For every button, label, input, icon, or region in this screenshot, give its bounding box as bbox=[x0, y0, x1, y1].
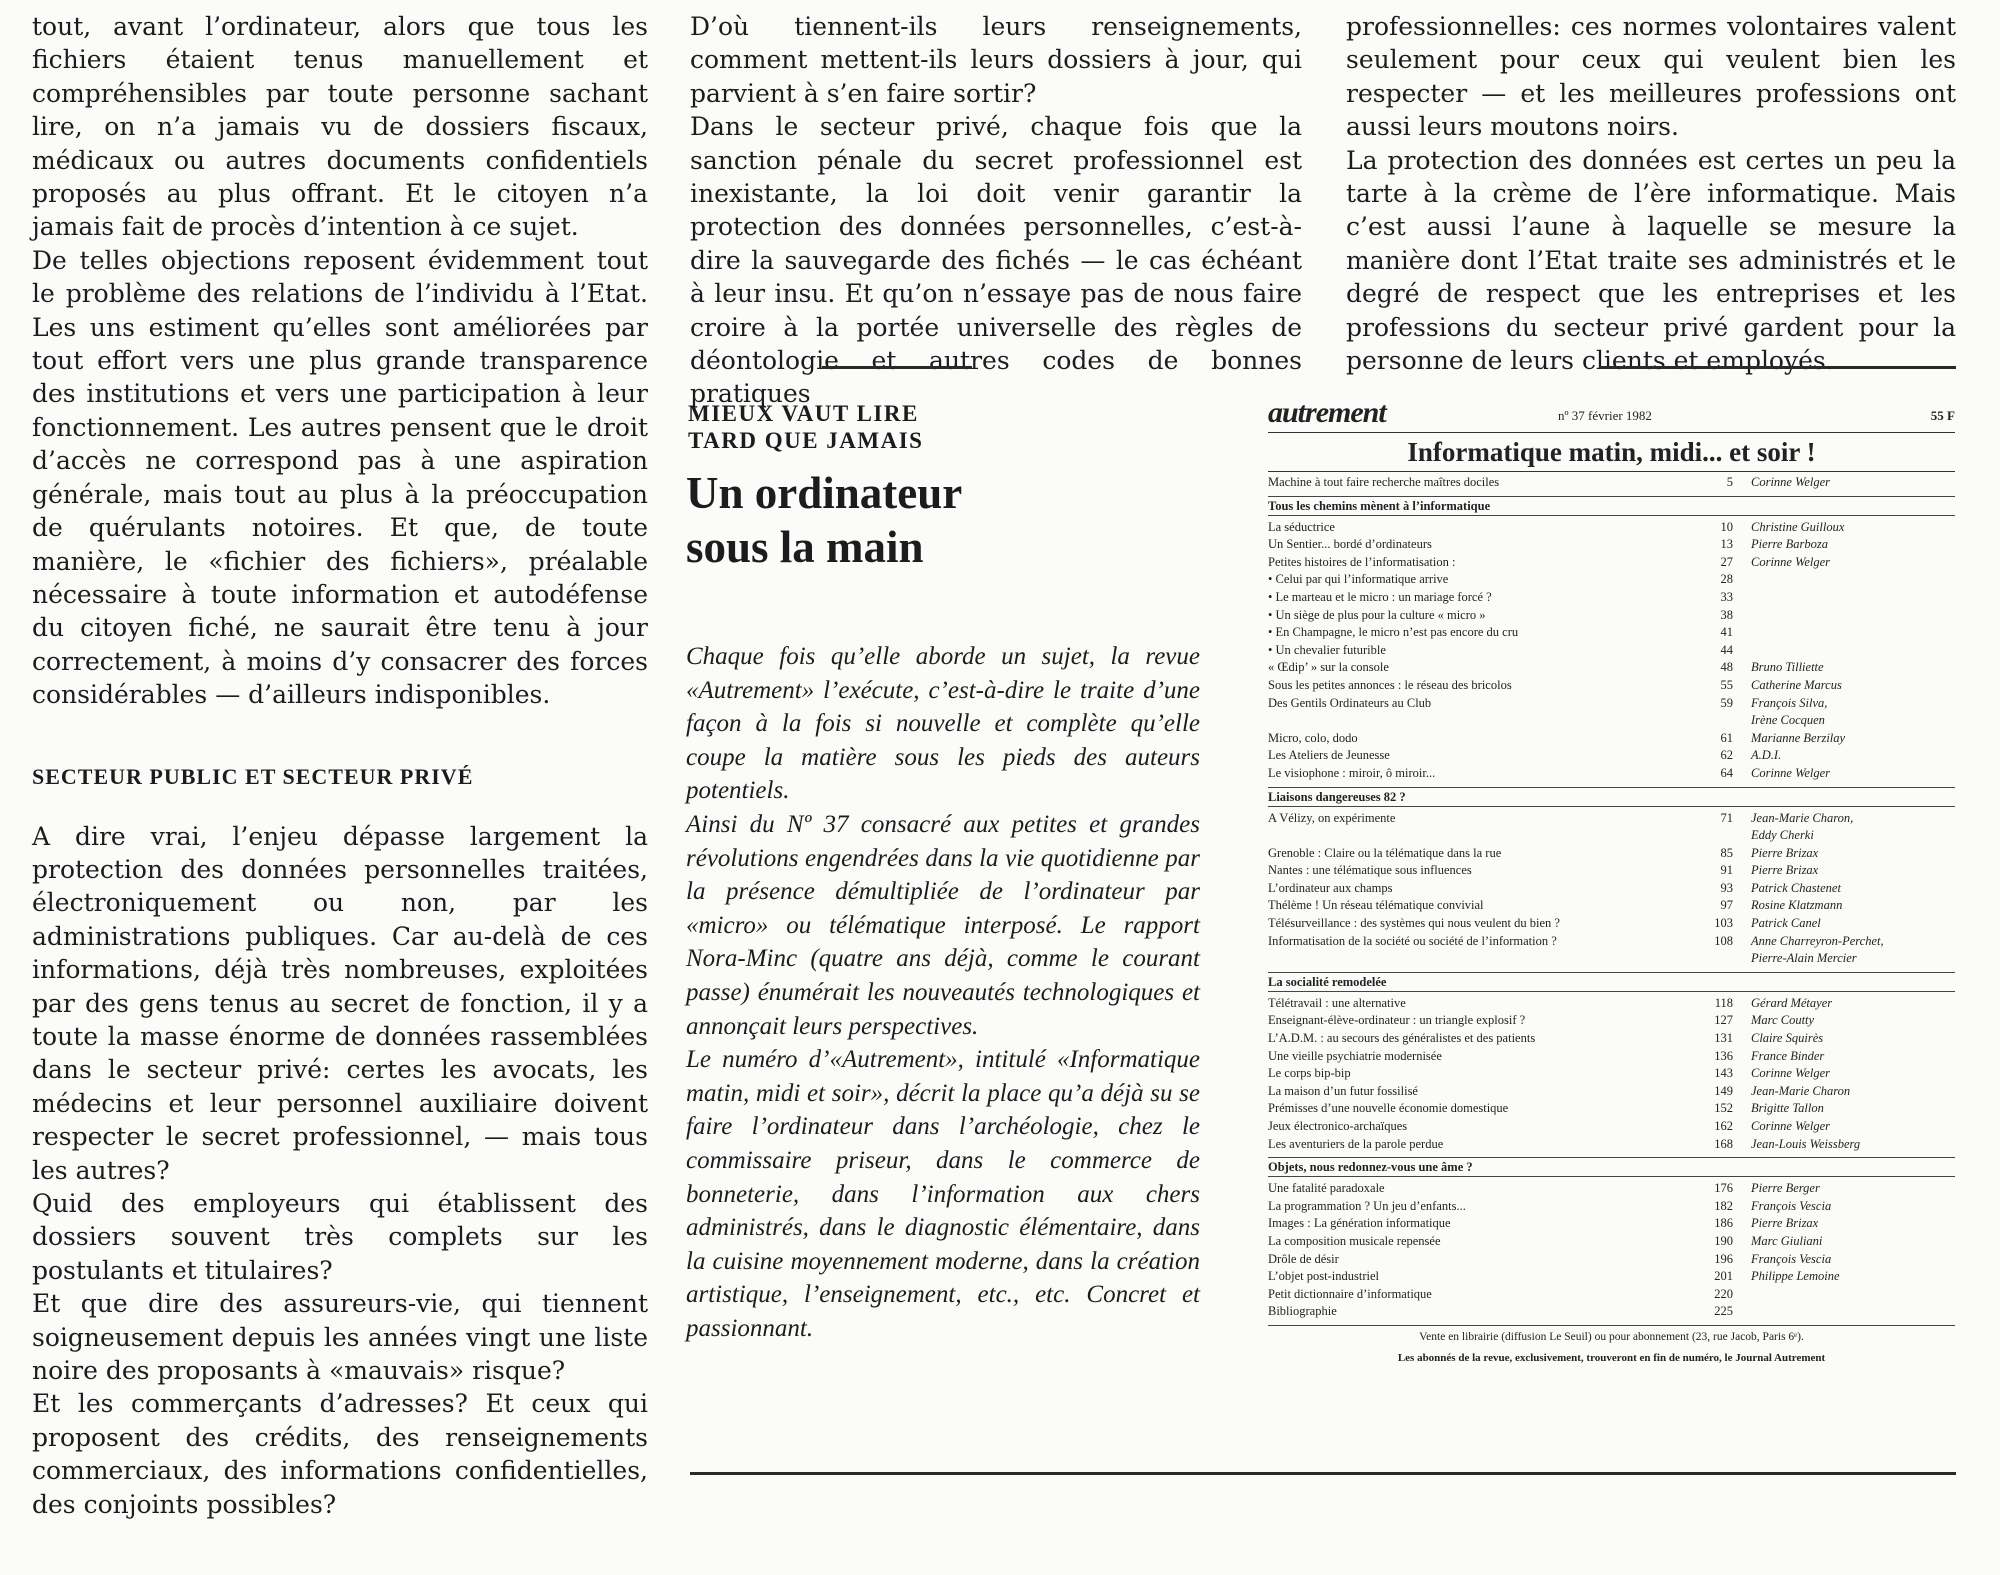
toc-entry-title: Micro, colo, dodo bbox=[1268, 730, 1358, 745]
toc-row bbox=[1268, 827, 1955, 845]
toc-entry-page: 136 bbox=[1714, 1048, 1733, 1063]
middle-paragraph-2: Dans le secteur privé, chaque fois que la sanction pénale du secret professionnel est inexistante, la loi doit venir garantir la protection des données personnelles, c’est-à-dire la sauvegarde des fichés — le cas échéant à leur insu. Et qu’on n’essaye pas de nous faire croire à la portée universelle des règles de déontologie et autres codes de bonnes pratiques bbox=[690, 112, 1302, 409]
toc-entry-author: Pierre Berger bbox=[1751, 1181, 1820, 1196]
toc-entry-title: A Vélizy, on expérimente bbox=[1268, 810, 1396, 825]
toc-entry-title: Petit dictionnaire d’informatique bbox=[1268, 1286, 1432, 1301]
toc-entry-page: 186 bbox=[1714, 1216, 1733, 1231]
toc-section-heading: Tous les chemins mènent à l’informatique bbox=[1268, 496, 1955, 516]
toc-row bbox=[1268, 607, 1955, 625]
toc-entry-title bbox=[1268, 950, 1703, 968]
toc-row bbox=[1268, 1286, 1955, 1304]
toc-entry-title: Les Ateliers de Jeunesse bbox=[1268, 748, 1390, 763]
toc-row bbox=[1268, 554, 1955, 572]
toc-entry-author bbox=[1751, 624, 1955, 642]
toc-entry-page: 182 bbox=[1714, 1198, 1733, 1213]
toc-entry-page bbox=[1703, 712, 1751, 730]
toc-row bbox=[1268, 747, 1955, 765]
toc-entry-page: 13 bbox=[1720, 537, 1733, 552]
section-paragraph-1: A dire vrai, l’enjeu dépasse largement la protection des données personnelles traitées, électroniquement ou non, par les administrations publiques. Car au-delà de ces informations, déjà très nombreuses, exploitées par des gens tenus au secret de fonction, il y a toute la masse énorme de données rassemblées dans le secteur privé: certes les avocats, les médecins et leur personnel auxiliaire doivent respecter le secret professionnel, — mais tous les autres? bbox=[32, 821, 648, 1185]
toc-row bbox=[1268, 845, 1955, 863]
toc-entry-author bbox=[1751, 1303, 1955, 1321]
toc-section-heading: Objets, nous redonnez-vous une âme ? bbox=[1268, 1157, 1955, 1177]
toc-entry-page: 71 bbox=[1720, 810, 1733, 825]
toc-row bbox=[1268, 624, 1955, 642]
toc-row bbox=[1268, 659, 1955, 677]
toc-row bbox=[1268, 1065, 1955, 1083]
toc-entry-title: Les aventuriers de la parole perdue bbox=[1268, 1136, 1444, 1151]
autrement-logo: autrement bbox=[1268, 396, 1386, 429]
toc-entry-author bbox=[1751, 1286, 1955, 1304]
toc-entry-title: « Œdip’ » sur la console bbox=[1268, 660, 1389, 675]
toc-entry-title: Drôle de désir bbox=[1268, 1251, 1339, 1266]
toc-entry-author: Anne Charreyron-Perchet, bbox=[1751, 933, 1884, 948]
left-paragraph-2: De telles objections reposent évidemment tout le problème des relations de l’individu à l’Etat. Les uns estiment qu’elles sont améliorées par tout effort vers une plus grande transparence des institutions et vers une participation à leur fonctionnement. Les autres pensent que le droit d’accès ne correspond pas à une aspiration générale, mais tout au plus à la préoccupation de quérulants notoires. Et que, de toute manière, le «fichier des fichiers», préalable nécessaire à toute information et autodéfense du citoyen fiché, ne saurait être tenu à jour correctement, à moins d’y consacrer des forces considérables — d’ailleurs indisponibles. bbox=[32, 245, 648, 710]
toc-entry-page bbox=[1703, 950, 1751, 968]
toc-entry-page: 220 bbox=[1714, 1286, 1733, 1301]
toc-entry-page: 62 bbox=[1720, 748, 1733, 763]
toc-entry-page bbox=[1703, 827, 1751, 845]
toc-entry-author: Corinne Welger bbox=[1751, 475, 1831, 489]
toc-entry-author: Pierre-Alain Mercier bbox=[1751, 951, 1857, 966]
toc-row bbox=[1268, 1048, 1955, 1066]
toc-entry-page: 91 bbox=[1720, 863, 1733, 878]
toc-entry-page: 55 bbox=[1720, 677, 1733, 692]
toc-entry-title: Des Gentils Ordinateurs au Club bbox=[1268, 695, 1432, 710]
toc-entry-author: Pierre Barboza bbox=[1751, 537, 1828, 552]
kicker-line-2: TARD QUE JAMAIS bbox=[688, 428, 924, 453]
toc-row bbox=[1268, 1198, 1955, 1216]
toc-entry-title bbox=[1268, 712, 1703, 730]
divider-rule-right bbox=[1600, 366, 1956, 369]
toc-entry-page: 152 bbox=[1714, 1101, 1733, 1116]
toc-entry-title: Prémisses d’une nouvelle économie domestique bbox=[1268, 1101, 1509, 1116]
toc-entry-title: La composition musicale repensée bbox=[1268, 1233, 1441, 1248]
toc-entry-author: Corinne Welger bbox=[1751, 554, 1831, 569]
toc-row bbox=[1268, 950, 1955, 968]
toc-entry-author: Pierre Brizax bbox=[1751, 845, 1819, 860]
toc-entry-page: 168 bbox=[1714, 1136, 1733, 1151]
toc-entry-author: Marc Coutty bbox=[1751, 1013, 1815, 1028]
toc-entry-page: 10 bbox=[1720, 519, 1733, 534]
left-paragraph-1: tout, avant l’ordinateur, alors que tous les fichiers étaient tenus manuellement et compréhensibles par toute personne sachant lire, on n’a jamais vu de dossiers fiscaux, médicaux ou autres documents confidentiels proposés au plus offrant. Et le citoyen n’a jamais fait de procès d’intention à ce sujet. bbox=[32, 12, 648, 242]
left-column bbox=[32, 10, 648, 1521]
toc-entry-author: Brigitte Tallon bbox=[1751, 1101, 1824, 1116]
toc-entry-title: • Celui par qui l’informatique arrive bbox=[1268, 572, 1449, 587]
toc-entry-title: Grenoble : Claire ou la télématique dans la rue bbox=[1268, 845, 1502, 860]
toc-title: Informatique matin, midi... et soir ! bbox=[1407, 437, 1816, 467]
article-kicker bbox=[688, 400, 1088, 454]
toc-row bbox=[1268, 880, 1955, 898]
issue-number: nº 37 février 1982 bbox=[1558, 408, 1652, 423]
right-paragraph-2: La protection des données est certes un peu la tarte à la crème de l’ère informatique. Mais c’est aussi l’aune à laquelle se mesure la manière dont l’Etat traite ses administrés et le degré de respect que les entreprises et les professions du secteur privé gardent pour la personne de leurs clients et employés. bbox=[1346, 145, 1956, 376]
right-column bbox=[1346, 10, 1956, 377]
toc-entry-title: Le visiophone : miroir, ô miroir... bbox=[1268, 765, 1436, 780]
toc-row bbox=[1268, 536, 1955, 554]
toc-entry-page: 190 bbox=[1714, 1233, 1733, 1248]
toc-row bbox=[1268, 1268, 1955, 1286]
intro-paragraph-3: Le numéro d’«Autrement», intitulé «Informatique matin, midi et soir», décrit la place qu’a déjà su se faire l’ordinateur dans l’archéologie, chez le commissaire priseur, dans le commerce de bonneterie, dans l’information aux chers administrés, dans le diagnostic élémentaire, dans la cuisine moyennement moderne, dans la création artistique, l’enseignement, etc., etc. Concret et passionnant. bbox=[686, 1046, 1200, 1342]
intro-paragraph-2: Ainsi du Nº 37 consacré aux petites et grandes révolutions engendrées dans la vie quotidienne par la présence démultipliée de l’ordinateur par «micro» ou télématique interposé. Le rapport Nora-Minc (quatre ans déjà, comme le courant passe) énumérait les nouveautés technologiques et annonçait leurs perspectives. bbox=[686, 810, 1200, 1040]
toc-row bbox=[1268, 1012, 1955, 1030]
toc-row bbox=[1268, 1083, 1955, 1101]
middle-paragraph-1: D’où tiennent-ils leurs renseignements, comment mettent-ils leurs dossiers à jour, qui parvient à s’en faire sortir? bbox=[690, 12, 1302, 108]
toc-entry-author: Corinne Welger bbox=[1751, 1119, 1831, 1133]
toc-entry-page: 5 bbox=[1726, 475, 1733, 489]
toc-entry-page: 162 bbox=[1714, 1119, 1733, 1133]
toc-entry-title: Enseignant-élève-ordinateur : un triangle explosif ? bbox=[1268, 1013, 1526, 1028]
toc-entry-author: Gérard Métayer bbox=[1751, 995, 1833, 1010]
toc-row bbox=[1268, 915, 1955, 933]
toc-entry-title: Un Sentier... bordé d’ordinateurs bbox=[1268, 537, 1432, 552]
toc-entry-page: 33 bbox=[1720, 589, 1733, 604]
toc-row bbox=[1268, 642, 1955, 660]
toc-entry-page: 59 bbox=[1720, 695, 1733, 710]
toc-entry-page: 85 bbox=[1720, 845, 1733, 860]
toc-row bbox=[1268, 571, 1955, 589]
toc-row bbox=[1268, 1303, 1955, 1321]
section-paragraph-2: Quid des employeurs qui établissent des dossiers souvent très complets sur les postulants et titulaires? bbox=[32, 1189, 648, 1285]
toc-entry-author: Patrick Chastenet bbox=[1751, 880, 1841, 895]
toc-entry-page: 118 bbox=[1714, 995, 1733, 1010]
toc-entry-page: 131 bbox=[1714, 1031, 1733, 1046]
toc-entry-title: • Le marteau et le micro : un mariage forcé ? bbox=[1268, 589, 1492, 604]
toc-entry-title: La maison d’un futur fossilisé bbox=[1268, 1083, 1418, 1098]
toc-entry-page: 38 bbox=[1720, 607, 1733, 622]
toc-row bbox=[1268, 765, 1955, 783]
toc-entry-title: Images : La génération informatique bbox=[1268, 1216, 1451, 1231]
toc-row bbox=[1268, 730, 1955, 748]
toc-entry-page: 149 bbox=[1714, 1083, 1733, 1098]
toc-entry-author: Marc Giuliani bbox=[1751, 1233, 1823, 1248]
section-paragraph-4: Et les commerçants d’adresses? Et ceux qui proposent des crédits, des renseignements commerciaux, des informations confidentielles, des conjoints possibles? bbox=[32, 1389, 648, 1519]
toc-entry-page: 103 bbox=[1714, 916, 1733, 931]
toc-title-line bbox=[1268, 471, 1955, 472]
toc-entry-author: François Silva, bbox=[1751, 695, 1828, 710]
intro-paragraph-1: Chaque fois qu’elle aborde un sujet, la revue «Autrement» l’exécute, c’est-à-dire le traite d’une façon à la fois si nouvelle et complète qu’elle coupe la matière sous les pieds des auteurs potentiels. bbox=[686, 643, 1200, 805]
toc-row bbox=[1268, 695, 1955, 713]
toc-row bbox=[1268, 1030, 1955, 1048]
toc-entry-author: Jean-Marie Charon, bbox=[1751, 810, 1854, 825]
toc-entry-title bbox=[1268, 827, 1703, 845]
toc-entry-page: 44 bbox=[1720, 642, 1733, 657]
toc-entry-page: 201 bbox=[1714, 1269, 1733, 1284]
toc-row bbox=[1268, 474, 1955, 492]
toc-entry-page: 28 bbox=[1720, 572, 1733, 587]
article-headline bbox=[686, 466, 1186, 574]
toc-entry-page: 93 bbox=[1720, 880, 1733, 895]
right-paragraph-1: professionnelles: ces normes volontaires valent seulement pour ceux qui veulent bien les respecter — et les meilleures professions ont aussi leurs moutons noirs. bbox=[1346, 12, 1956, 142]
toc-entry-title: Petites histoires de l’informatisation : bbox=[1268, 554, 1456, 569]
toc-row bbox=[1268, 810, 1955, 828]
toc-row bbox=[1268, 1215, 1955, 1233]
toc-entry-author: Eddy Cherki bbox=[1751, 828, 1814, 843]
toc-entry-page: 225 bbox=[1714, 1304, 1733, 1319]
toc-row bbox=[1268, 712, 1955, 730]
section-paragraph-3: Et que dire des assureurs-vie, qui tiennent soigneusement depuis les années vingt une liste noire des proposants à «mauvais» risque? bbox=[32, 1289, 648, 1386]
toc-row bbox=[1268, 1251, 1955, 1269]
toc-entry-page: 196 bbox=[1714, 1251, 1733, 1266]
toc-footer-subscribers: Les abonnés de la revue, exclusivement, trouveront en fin de numéro, le Journal Autrement bbox=[1397, 1351, 1826, 1364]
toc-entry-title: Thélème ! Un réseau télématique convivial bbox=[1268, 898, 1484, 913]
toc-entry-author bbox=[1751, 642, 1955, 660]
toc-entry-author: Corinne Welger bbox=[1751, 765, 1831, 780]
toc-row bbox=[1268, 995, 1955, 1013]
toc-entry-title: Informatisation de la société ou société de l’information ? bbox=[1268, 933, 1557, 948]
article-intro bbox=[686, 640, 1200, 1345]
toc-entry-page: 127 bbox=[1714, 1013, 1733, 1028]
toc-entry-author: France Binder bbox=[1751, 1048, 1825, 1063]
toc-entry-author: Jean-Marie Charon bbox=[1751, 1083, 1851, 1098]
toc-entry-title: • En Champagne, le micro n’est pas encore du cru bbox=[1268, 625, 1519, 640]
toc-entry-title: Télétravail : une alternative bbox=[1268, 995, 1406, 1010]
toc-entry-author: Catherine Marcus bbox=[1751, 677, 1842, 692]
toc-row bbox=[1268, 519, 1955, 537]
toc-row bbox=[1268, 1118, 1955, 1136]
toc-entry-author: François Vescia bbox=[1751, 1251, 1832, 1266]
toc-entry-title: • Un siège de plus pour la culture « micro » bbox=[1268, 607, 1486, 622]
toc-entry-author: Patrick Canel bbox=[1751, 916, 1821, 931]
toc-entry-author: Pierre Brizax bbox=[1751, 1216, 1819, 1231]
toc-entry-title: Jeux électronico-archaïques bbox=[1268, 1119, 1408, 1133]
kicker-line-1: MIEUX VAUT LIRE bbox=[688, 401, 919, 426]
toc-entry-title: Le corps bip-bip bbox=[1268, 1066, 1351, 1081]
toc-row bbox=[1268, 1180, 1955, 1198]
toc-entry-title: L’A.D.M. : au secours des généralistes et des patients bbox=[1268, 1031, 1536, 1046]
toc-entry-page: 64 bbox=[1720, 765, 1733, 780]
toc-row bbox=[1268, 1233, 1955, 1251]
toc-header bbox=[1268, 396, 1955, 432]
toc-entry-title: Une fatalité paradoxale bbox=[1268, 1181, 1385, 1196]
toc-entry-title: Bibliographie bbox=[1268, 1304, 1337, 1319]
toc-section-heading: Liaisons dangereuses 82 ? bbox=[1268, 787, 1955, 807]
magazine-contents-box bbox=[1268, 396, 1955, 1368]
toc-entry-author bbox=[1751, 571, 1955, 589]
toc-entry-title: Une vieille psychiatrie modernisée bbox=[1268, 1048, 1442, 1063]
toc-entry-author: Christine Guilloux bbox=[1751, 519, 1845, 534]
toc-entry-author: Rosine Klatzmann bbox=[1751, 898, 1843, 913]
toc-entry-author: Claire Squirès bbox=[1751, 1031, 1824, 1046]
toc-row bbox=[1268, 1100, 1955, 1118]
toc-row bbox=[1268, 897, 1955, 915]
divider-rule-bottom bbox=[690, 1472, 1956, 1475]
toc-entry-title: Machine à tout faire recherche maîtres dociles bbox=[1268, 475, 1500, 489]
toc-entry-title: L’ordinateur aux champs bbox=[1268, 880, 1393, 895]
toc-entry-author bbox=[1751, 589, 1955, 607]
issue-price: 55 F bbox=[1930, 408, 1955, 423]
toc-row bbox=[1268, 677, 1955, 695]
toc-entry-author: A.D.I. bbox=[1751, 748, 1782, 763]
toc-entry-author: Irène Cocquen bbox=[1751, 713, 1825, 728]
toc-entry-author: Pierre Brizax bbox=[1751, 863, 1819, 878]
headline-line-1: Un ordinateur bbox=[686, 468, 963, 518]
toc-entry-page: 41 bbox=[1720, 625, 1733, 640]
toc-entry-author: Philippe Lemoine bbox=[1751, 1269, 1840, 1284]
toc-entry-author bbox=[1751, 607, 1955, 625]
toc-entry-page: 108 bbox=[1714, 933, 1733, 948]
headline-line-2: sous la main bbox=[686, 522, 924, 572]
toc-row bbox=[1268, 589, 1955, 607]
toc-entry-author: Marianne Berzilay bbox=[1751, 730, 1846, 745]
toc-entry-author: Corinne Welger bbox=[1751, 1066, 1831, 1081]
toc-row bbox=[1268, 933, 1955, 951]
divider-rule-middle bbox=[822, 366, 972, 369]
toc-entry-title: • Un chevalier futurible bbox=[1268, 642, 1386, 657]
toc-entry-title: La séductrice bbox=[1268, 519, 1335, 534]
toc-entry-title: La programmation ? Un jeu d’enfants... bbox=[1268, 1198, 1466, 1213]
toc-footer-sale: Vente en librairie (diffusion Le Seuil) ou pour abonnement (23, rue Jacob, Paris 6ᵉ). bbox=[1268, 1325, 1955, 1348]
toc-row bbox=[1268, 1136, 1955, 1154]
toc-entry-title: Sous les petites annonces : le réseau des bricolos bbox=[1268, 677, 1512, 692]
toc-entry-title: L’objet post-industriel bbox=[1268, 1269, 1379, 1284]
toc-entry-author: Jean-Louis Weissberg bbox=[1751, 1136, 1861, 1151]
toc-entry-author: François Vescia bbox=[1751, 1198, 1832, 1213]
toc-row bbox=[1268, 862, 1955, 880]
toc-entry-page: 97 bbox=[1720, 898, 1733, 913]
toc-sections bbox=[1268, 496, 1955, 1321]
toc-entry-title: Nantes : une télématique sous influences bbox=[1268, 863, 1472, 878]
toc-entry-page: 61 bbox=[1720, 730, 1733, 745]
toc-entry-page: 27 bbox=[1720, 554, 1733, 569]
toc-entry-page: 176 bbox=[1714, 1181, 1733, 1196]
toc-section-heading: La socialité remodelée bbox=[1268, 972, 1955, 992]
toc-entry-page: 48 bbox=[1720, 660, 1733, 675]
toc-entry-title: Télésurveillance : des systèmes qui nous veulent du bien ? bbox=[1268, 916, 1560, 931]
section-heading: SECTEUR PUBLIC ET SECTEUR PRIVÉ bbox=[32, 763, 474, 789]
toc-entry-author: Bruno Tilliette bbox=[1751, 660, 1824, 675]
middle-column bbox=[690, 10, 1302, 411]
toc-entry-page: 143 bbox=[1714, 1066, 1733, 1081]
